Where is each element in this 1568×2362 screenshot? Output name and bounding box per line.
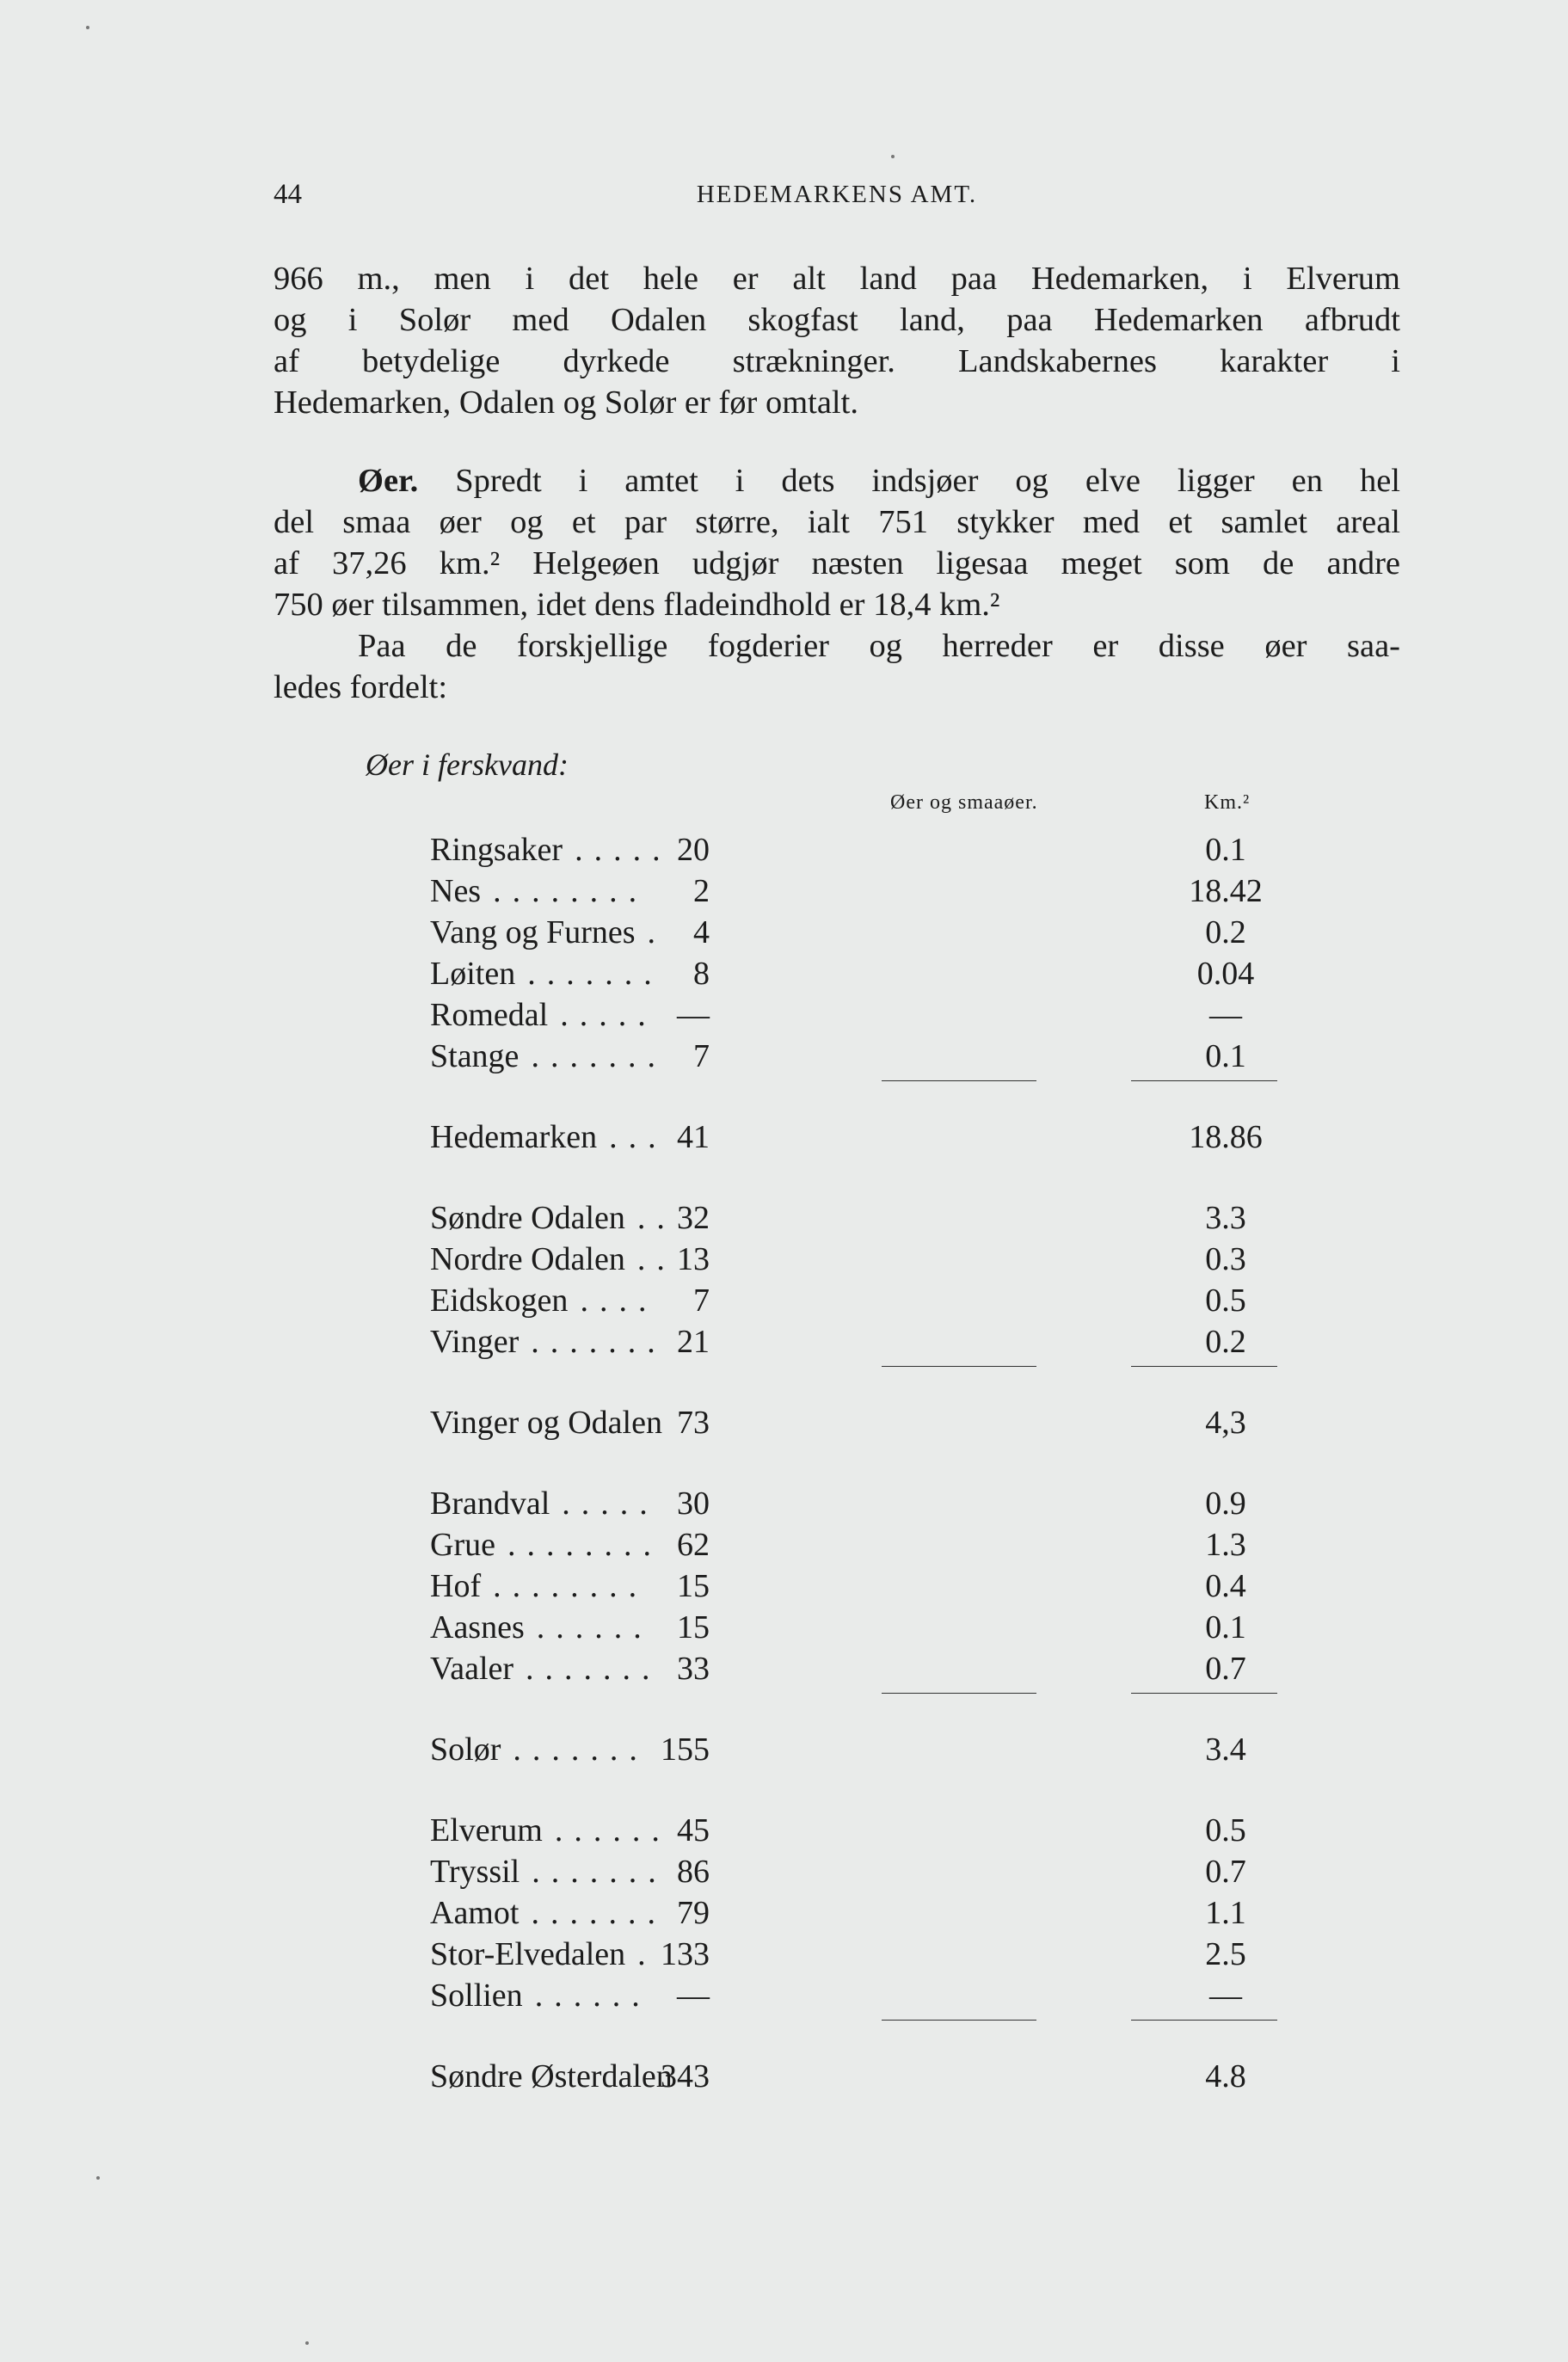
distribution-paragraph [274, 625, 1400, 708]
table-row [430, 996, 1299, 1036]
table-row [430, 1037, 1299, 1077]
island-area: 0.7 [1205, 1854, 1246, 1890]
leader-dots: ..... [560, 997, 657, 1033]
table-row [430, 1853, 1299, 1892]
table-row [430, 1608, 1299, 1648]
island-count: 86 [677, 1854, 710, 1890]
leader-dots: .. [636, 1241, 676, 1277]
text-line: af 37,26 km.² Helgeøen udgjør næsten ligesaa meget som de andre [274, 545, 1400, 581]
leader-dots: ...... [536, 1609, 653, 1645]
island-count: 62 [677, 1527, 710, 1563]
text-line: 966 m., men i det hele er alt land paa Hedemarken, i Elverum [274, 261, 1400, 297]
leader-dots: ....... [531, 1038, 667, 1074]
island-count: 155 [661, 1732, 710, 1768]
island-area: 0.04 [1196, 956, 1255, 992]
page-header [274, 179, 1400, 222]
sum-rule [882, 1366, 1036, 1367]
table-row [430, 831, 1299, 870]
leader-dots: ...... [554, 1812, 671, 1848]
leader-dots: . [647, 914, 667, 950]
district-name: Nes [430, 873, 482, 909]
paper-speck [891, 155, 895, 158]
district-name: Elverum [430, 1812, 543, 1848]
table-row [430, 1650, 1299, 1689]
sum-rule [1131, 2020, 1277, 2021]
leader-dots: ...... [534, 1978, 651, 2014]
district-name: Vang og Furnes [430, 914, 636, 950]
island-area: 18.42 [1189, 873, 1263, 909]
island-area: 0.2 [1205, 914, 1246, 950]
sum-rule [1131, 1693, 1277, 1694]
leader-dots: ... [609, 1119, 667, 1155]
district-name: Romedal [430, 997, 549, 1033]
sum-rule [1131, 1366, 1277, 1367]
island-area: 0.1 [1205, 1609, 1246, 1645]
leader-dots: ....... [531, 1324, 667, 1360]
sum-rule [882, 2020, 1036, 2021]
table-row [430, 955, 1299, 994]
island-count: 7 [693, 1038, 710, 1074]
island-area: — [1209, 997, 1242, 1033]
island-area: 0.7 [1205, 1651, 1246, 1687]
leader-dots: ....... [526, 1651, 661, 1687]
table-row [430, 1240, 1299, 1280]
island-count: 33 [677, 1651, 710, 1687]
district-name: Hof [430, 1568, 482, 1604]
text-line: del smaa øer og et par større, ialt 751 stykker med et samlet areal [274, 504, 1400, 540]
table-row [430, 872, 1299, 912]
district-name: Tryssil [430, 1854, 520, 1890]
island-area: 0.2 [1205, 1324, 1246, 1360]
island-area: 0.5 [1205, 1812, 1246, 1848]
island-area: 0.1 [1205, 1038, 1246, 1074]
district-name: Eidskogen [430, 1282, 569, 1319]
table-row [430, 1282, 1299, 1321]
island-count: 343 [661, 2058, 710, 2094]
district-name: Stor-Elvedalen [430, 1936, 626, 1972]
running-title: HEDEMARKENS AMT. [696, 181, 978, 208]
district-name: Solør [430, 1732, 501, 1768]
sum-rule [882, 1080, 1036, 1081]
leader-dots: ..... [575, 832, 672, 868]
island-count: 79 [677, 1895, 710, 1931]
text-line: Paa de forskjellige fogderier og herreder er disse øer saa- [358, 628, 1400, 664]
text-line: Hedemarken, Odalen og Solør er før omtalt. [274, 384, 858, 421]
district-name: Hedemarken [430, 1119, 598, 1155]
island-area: 1.1 [1205, 1895, 1246, 1931]
text-run: Spredt i amtet i dets indsjøer og elve ligger en hel [455, 463, 1401, 499]
island-count: — [677, 1978, 710, 2014]
table-row [430, 1935, 1299, 1975]
text-line: ledes fordelt: [274, 669, 448, 705]
paper-speck [86, 26, 89, 29]
leader-dots: .. [636, 1200, 676, 1236]
text-line: 750 øer tilsammen, idet dens fladeindhold er 18,4 km.² [274, 587, 1000, 623]
sum-rule [882, 1693, 1036, 1694]
island-count: 20 [677, 832, 710, 868]
table-row [430, 1526, 1299, 1565]
table-row [430, 1811, 1299, 1851]
table-total-row [430, 1731, 1299, 1770]
table-row [430, 1977, 1299, 2016]
island-count: 15 [677, 1568, 710, 1604]
island-area: 0.9 [1205, 1485, 1246, 1522]
leader-dots: ....... [531, 1895, 667, 1931]
island-area: 18.86 [1189, 1119, 1263, 1155]
island-count: 7 [693, 1282, 710, 1319]
island-count: 4 [693, 914, 710, 950]
island-count: — [677, 997, 710, 1033]
text-line [274, 460, 1400, 501]
island-area: 0.3 [1205, 1241, 1246, 1277]
district-name: Aamot [430, 1895, 520, 1931]
table-row [430, 913, 1299, 953]
island-area: — [1209, 1978, 1242, 2014]
island-area: 0.4 [1205, 1568, 1246, 1604]
district-name: Aasnes [430, 1609, 525, 1645]
column-header-area: Km.² [1204, 791, 1251, 814]
leader-dots: . [637, 1936, 657, 1972]
islands-paragraph [274, 460, 1400, 625]
leader-dots: ....... [513, 1732, 649, 1768]
table-total-row [430, 1118, 1299, 1158]
table-total-row [430, 2058, 1299, 2097]
island-count: 13 [677, 1241, 710, 1277]
paper-speck [305, 2341, 309, 2345]
island-area: 3.4 [1205, 1732, 1246, 1768]
island-area: 3.3 [1205, 1200, 1246, 1236]
district-name: Vinger [430, 1324, 520, 1360]
island-area: 4.8 [1205, 2058, 1246, 2094]
island-area: 2.5 [1205, 1936, 1246, 1972]
table-row [430, 1567, 1299, 1607]
leader-dots: ....... [532, 1854, 667, 1890]
district-name: Vinger og Odalen [430, 1405, 662, 1441]
island-area: 0.1 [1205, 832, 1246, 868]
district-name: Ringsaker [430, 832, 563, 868]
leader-dots: ........ [507, 1527, 662, 1563]
district-name: Søndre Østerdalen [430, 2058, 673, 2094]
island-count: 32 [677, 1200, 710, 1236]
district-name: Grue [430, 1527, 495, 1563]
section-heading: Øer. [358, 463, 419, 499]
island-count: 41 [677, 1119, 710, 1155]
leader-dots: .... [580, 1282, 658, 1319]
island-count: 8 [693, 956, 710, 992]
table-row [430, 1323, 1299, 1362]
table-row [430, 1485, 1299, 1524]
island-count: 45 [677, 1812, 710, 1848]
island-area: 0.5 [1205, 1282, 1246, 1319]
column-header-count: Øer og smaaøer. [890, 791, 1038, 814]
district-name: Vaaler [430, 1651, 514, 1687]
district-name: Søndre Odalen [430, 1200, 625, 1236]
island-count: 21 [677, 1324, 710, 1360]
text-line: og i Solør med Odalen skogfast land, paa Hedemarken afbrudt [274, 302, 1400, 338]
island-count: 30 [677, 1485, 710, 1522]
island-area: 1.3 [1205, 1527, 1246, 1563]
paper-speck [96, 2176, 100, 2180]
leader-dots: ....... [527, 956, 663, 992]
sum-rule [1131, 1080, 1277, 1081]
text-line: af betydelige dyrkede strækninger. Landskabernes karakter i [274, 343, 1400, 379]
leader-dots: ........ [493, 873, 649, 909]
district-name: Løiten [430, 956, 516, 992]
table-total-row [430, 1404, 1299, 1443]
table-subheading: Øer i ferskvand: [366, 747, 569, 782]
district-name: Sollien [430, 1978, 523, 2014]
island-count: 73 [677, 1405, 710, 1441]
page-number: 44 [274, 179, 302, 210]
table-row [430, 1894, 1299, 1934]
table-row [430, 1199, 1299, 1239]
island-count: 2 [693, 873, 710, 909]
intro-paragraph [274, 258, 1400, 423]
island-count: 133 [661, 1936, 710, 1972]
district-name: Nordre Odalen [430, 1241, 625, 1277]
leader-dots: ........ [493, 1568, 649, 1604]
district-name: Brandval [430, 1485, 550, 1522]
island-count: 15 [677, 1609, 710, 1645]
leader-dots: ..... [562, 1485, 659, 1522]
island-area: 4,3 [1205, 1405, 1246, 1441]
district-name: Stange [430, 1038, 520, 1074]
